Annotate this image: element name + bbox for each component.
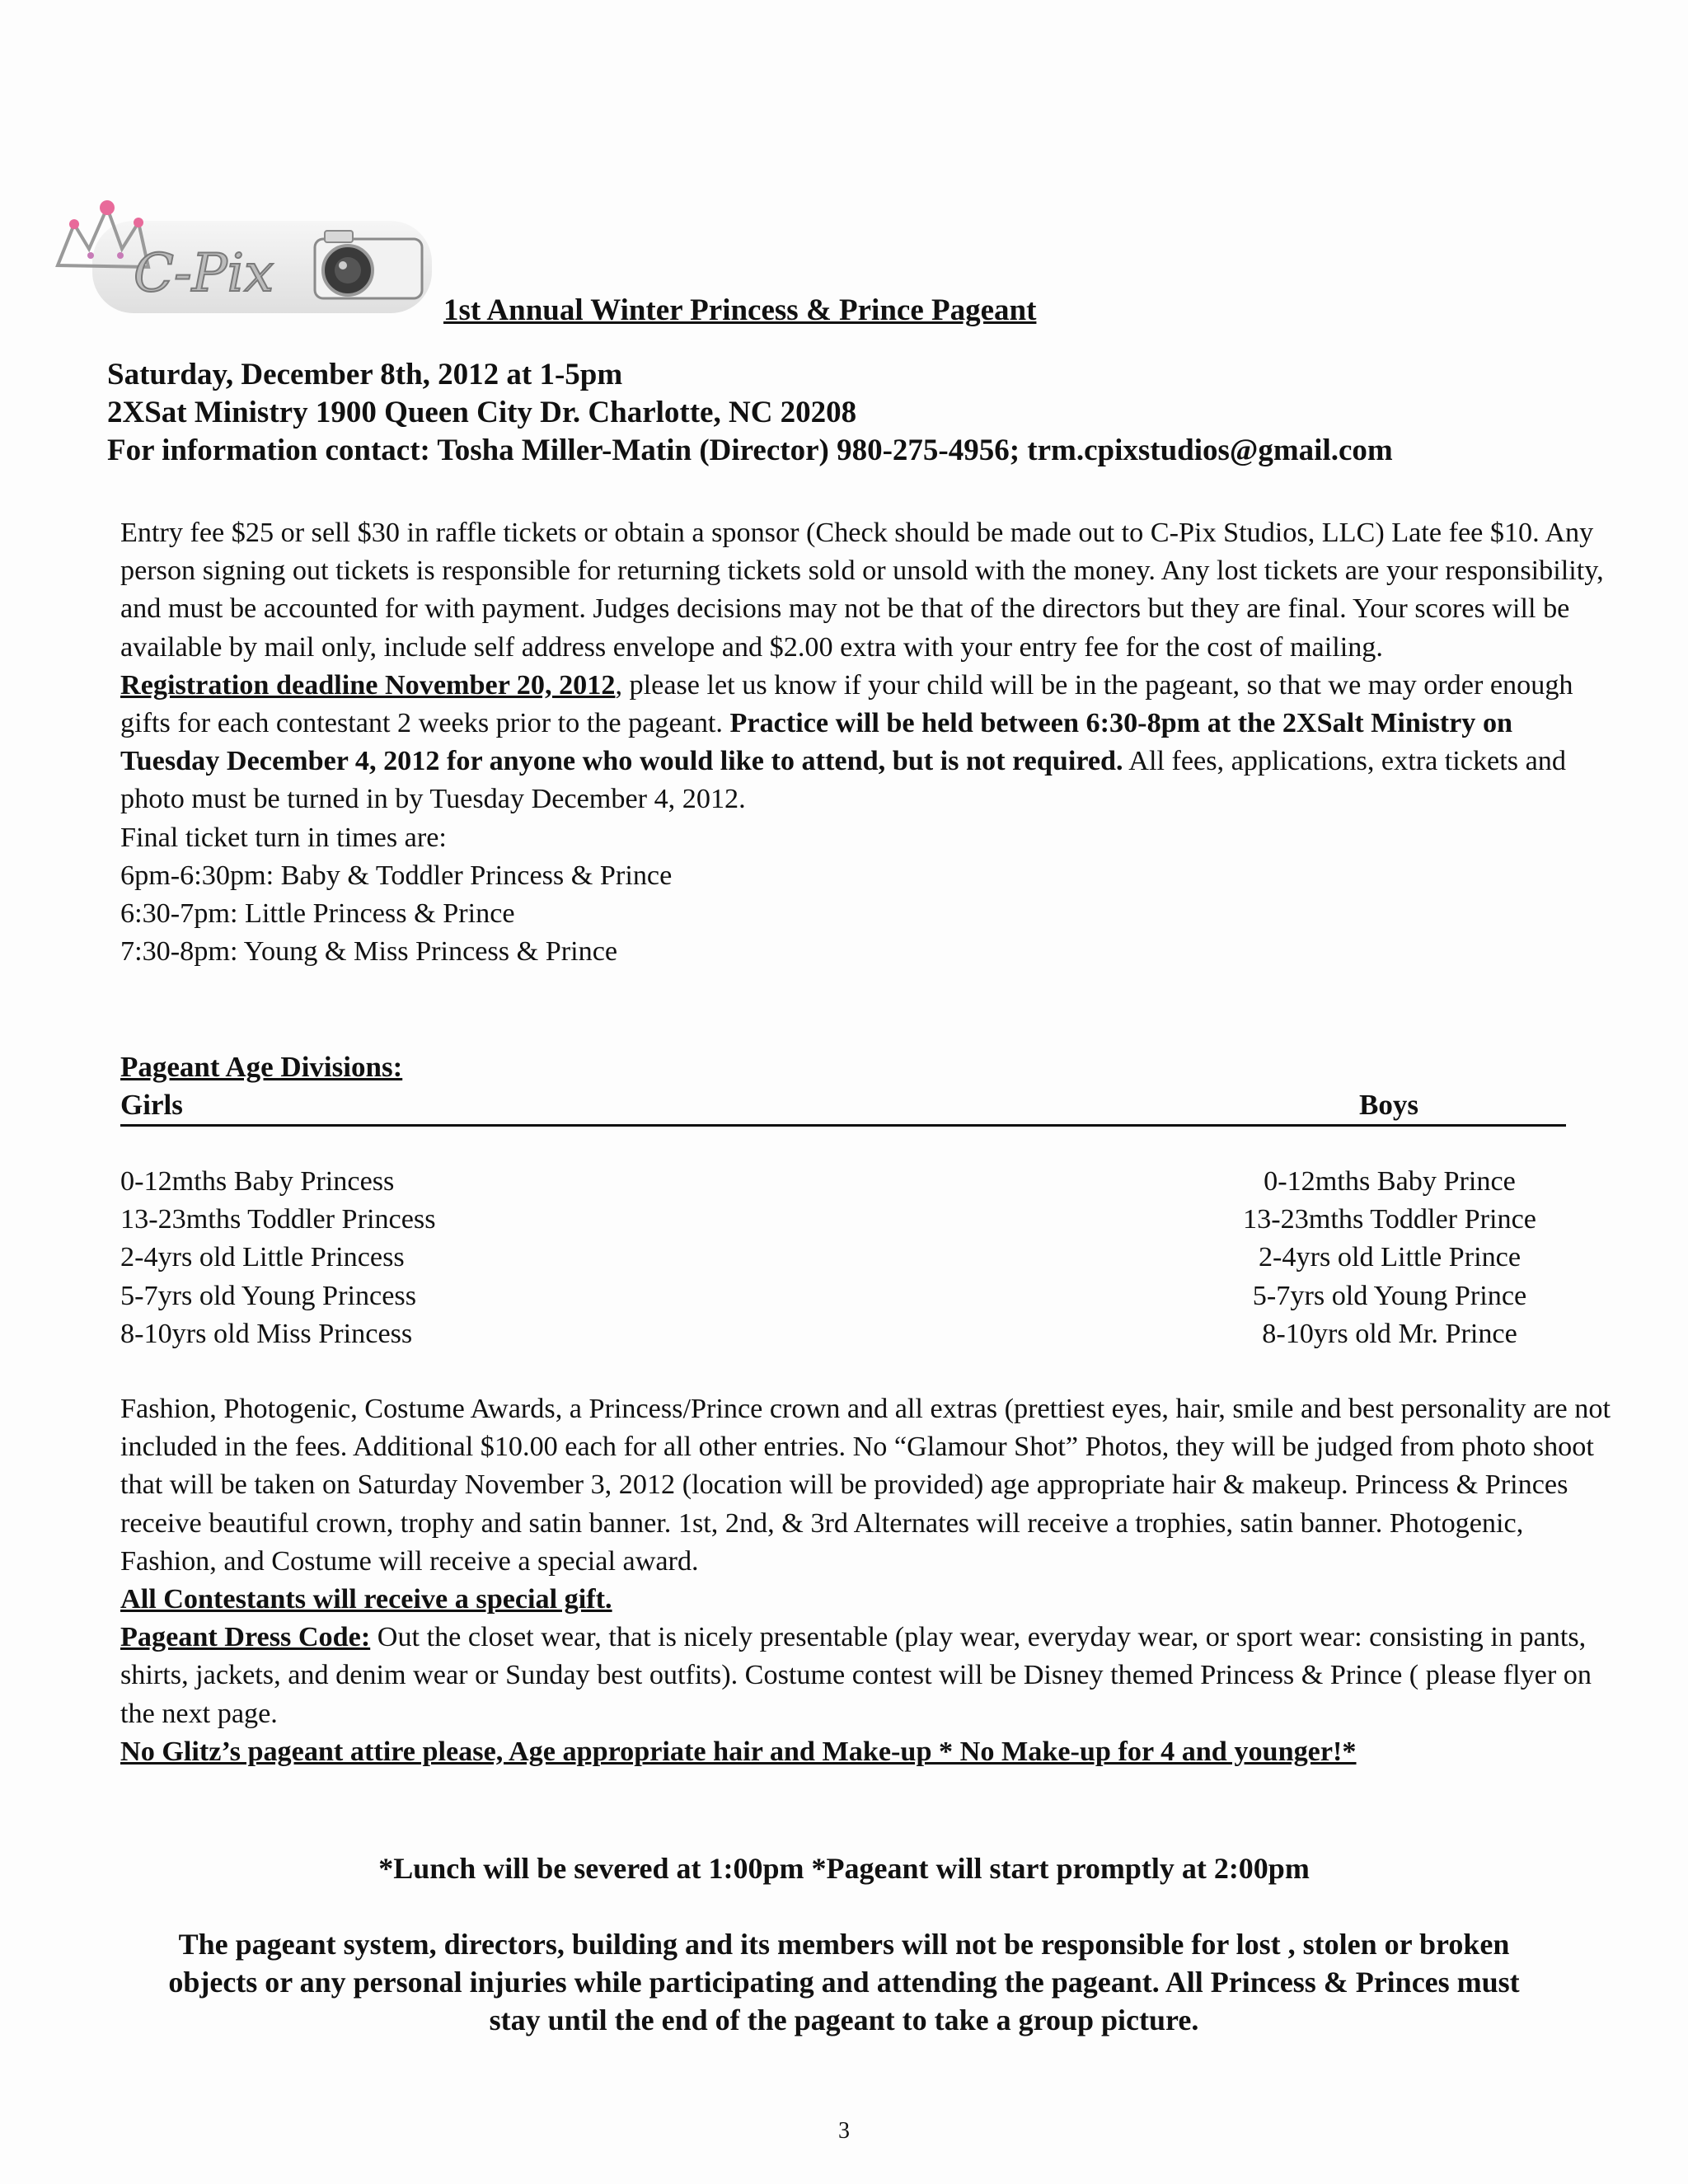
fees-paragraph: Entry fee $25 or sell $30 in raffle tickets or obtain a sponsor (Check should be made out to C-Pix Studios, LLC) Late fee $10. Any person signing out tickets is responsible for returning tickets sold or unsold with the money. Any lost tickets are your responsibility, and must be accounted for with payment. Judges decisions may not be that of the directors but they are final. Your scores will be available by mail only, include self address envelope and $2.00 extra with your entry fee for the cost of mailing. bbox=[120, 518, 1604, 663]
event-date: Saturday, December 8th, 2012 at 1-5pm bbox=[107, 358, 623, 391]
liability-disclaimer: The pageant system, directors, building and its members will not be responsible for lost , stolen or broken objects or any personal injuries while participating and attending the pageant. All Princess & Princes must stay until the end of the pageant to take a group picture. bbox=[168, 1928, 1520, 2036]
pageant-title: 1st Annual Winter Princess & Prince Pageant bbox=[443, 293, 1037, 327]
dress-code-label: Pageant Dress Code: bbox=[120, 1622, 371, 1653]
turn-in-time: 6pm-6:30pm: Baby & Toddler Princess & Prince bbox=[120, 860, 673, 891]
dress-code-text: Out the closet wear, that is nicely presentable (play wear, everyday wear, or sport wear: consisting in pants, shirts, jackets, and denim wear or Sunday best outfits). Costume contest will be Disney themed Princess & Prince ( please flyer on the next page. bbox=[120, 1622, 1592, 1729]
event-address: 2XSat Ministry 1900 Queen City Dr. Charlotte, NC 20208 bbox=[107, 396, 857, 429]
boys-division: 2-4yrs old Little Prince bbox=[1258, 1242, 1522, 1273]
registration-deadline: Registration deadline November 20, 2012 bbox=[120, 669, 616, 701]
girls-division: 8-10yrs old Miss Princess bbox=[120, 1318, 413, 1349]
camera-icon bbox=[315, 231, 422, 298]
girls-division: 2-4yrs old Little Princess bbox=[120, 1242, 405, 1273]
rules-section bbox=[120, 514, 1612, 971]
division-row bbox=[120, 1277, 1579, 1315]
crown-camera-logo-icon bbox=[43, 188, 438, 320]
practice-notice: Practice will be held between 6:30-8pm at the 2XSalt Ministry on Tuesday December 4, 2012 for anyone who would like to attend, but is not required. bbox=[120, 708, 1513, 777]
fees-due-text: All fees, applications, extra tickets and photo must be turned in by Tuesday December 4, 2012. bbox=[120, 746, 1566, 815]
boys-division: 0-12mths Baby Prince bbox=[1264, 1166, 1516, 1197]
boys-label: Boys bbox=[1359, 1089, 1418, 1121]
event-header bbox=[107, 356, 1393, 470]
turn-in-title: Final ticket turn in times are: bbox=[120, 822, 447, 853]
deadline-paragraph bbox=[120, 667, 1612, 819]
cpix-logo bbox=[43, 188, 438, 320]
boys-division: 8-10yrs old Mr. Prince bbox=[1262, 1318, 1517, 1349]
event-contact: For information contact: Tosha Miller-Matin (Director) 980-275-4956; trm.cpixstudios@gmail.com bbox=[107, 434, 1393, 467]
logo-text: C-Pix bbox=[134, 243, 274, 304]
deadline-text: , please let us know if your child will be in the pageant, so that we may order enough gifts for each contestant 2 weeks prior to the pageant. bbox=[120, 669, 1573, 739]
lunch-notice: *Lunch will be severed at 1:00pm *Pageant will start promptly at 2:00pm bbox=[378, 1852, 1310, 1885]
awards-paragraph: Fashion, Photogenic, Costume Awards, a Princess/Prince crown and all extras (prettiest eyes, hair, smile and best personality are not included in the fees. Additional $10.00 each for all other entries. No “Glamour Shot” Photos, they will be judged from photo shoot that will be taken on Saturday November 3, 2012 (location will be provided) age appropriate hair & makeup. Princess & Princes receive beautiful crown, trophy and satin banner. 1st, 2nd, & 3rd Alternates will receive a trophies, satin banner. Photogenic, Fashion, and Costume will receive a special award. bbox=[120, 1394, 1611, 1577]
age-divisions-title: Pageant Age Divisions: bbox=[120, 1051, 403, 1083]
division-row bbox=[120, 1239, 1579, 1277]
boys-division: 5-7yrs old Young Prince bbox=[1252, 1280, 1527, 1311]
divisions-list bbox=[120, 1163, 1579, 1353]
girls-division: 13-23mths Toddler Princess bbox=[120, 1204, 436, 1235]
division-row bbox=[120, 1163, 1579, 1201]
boys-division: 13-23mths Toddler Prince bbox=[1243, 1204, 1536, 1235]
divisions-header bbox=[120, 1086, 1566, 1127]
girls-label: Girls bbox=[120, 1089, 183, 1121]
awards-section bbox=[120, 1390, 1612, 1771]
girls-division: 5-7yrs old Young Princess bbox=[120, 1280, 417, 1311]
division-row bbox=[120, 1315, 1579, 1353]
turn-in-time: 7:30-8pm: Young & Miss Princess & Prince bbox=[120, 936, 618, 968]
glitz-notice: No Glitz’s pageant attire please, Age appropriate hair and Make-up * No Make-up for 4 and younger!* bbox=[120, 1736, 1357, 1767]
dress-code-paragraph bbox=[120, 1619, 1612, 1733]
page-number: 3 bbox=[838, 2118, 850, 2144]
gift-notice: All Contestants will receive a special gift. bbox=[120, 1584, 612, 1615]
girls-division: 0-12mths Baby Princess bbox=[120, 1166, 395, 1197]
turn-in-time: 6:30-7pm: Little Princess & Prince bbox=[120, 898, 515, 930]
division-row bbox=[120, 1201, 1579, 1239]
